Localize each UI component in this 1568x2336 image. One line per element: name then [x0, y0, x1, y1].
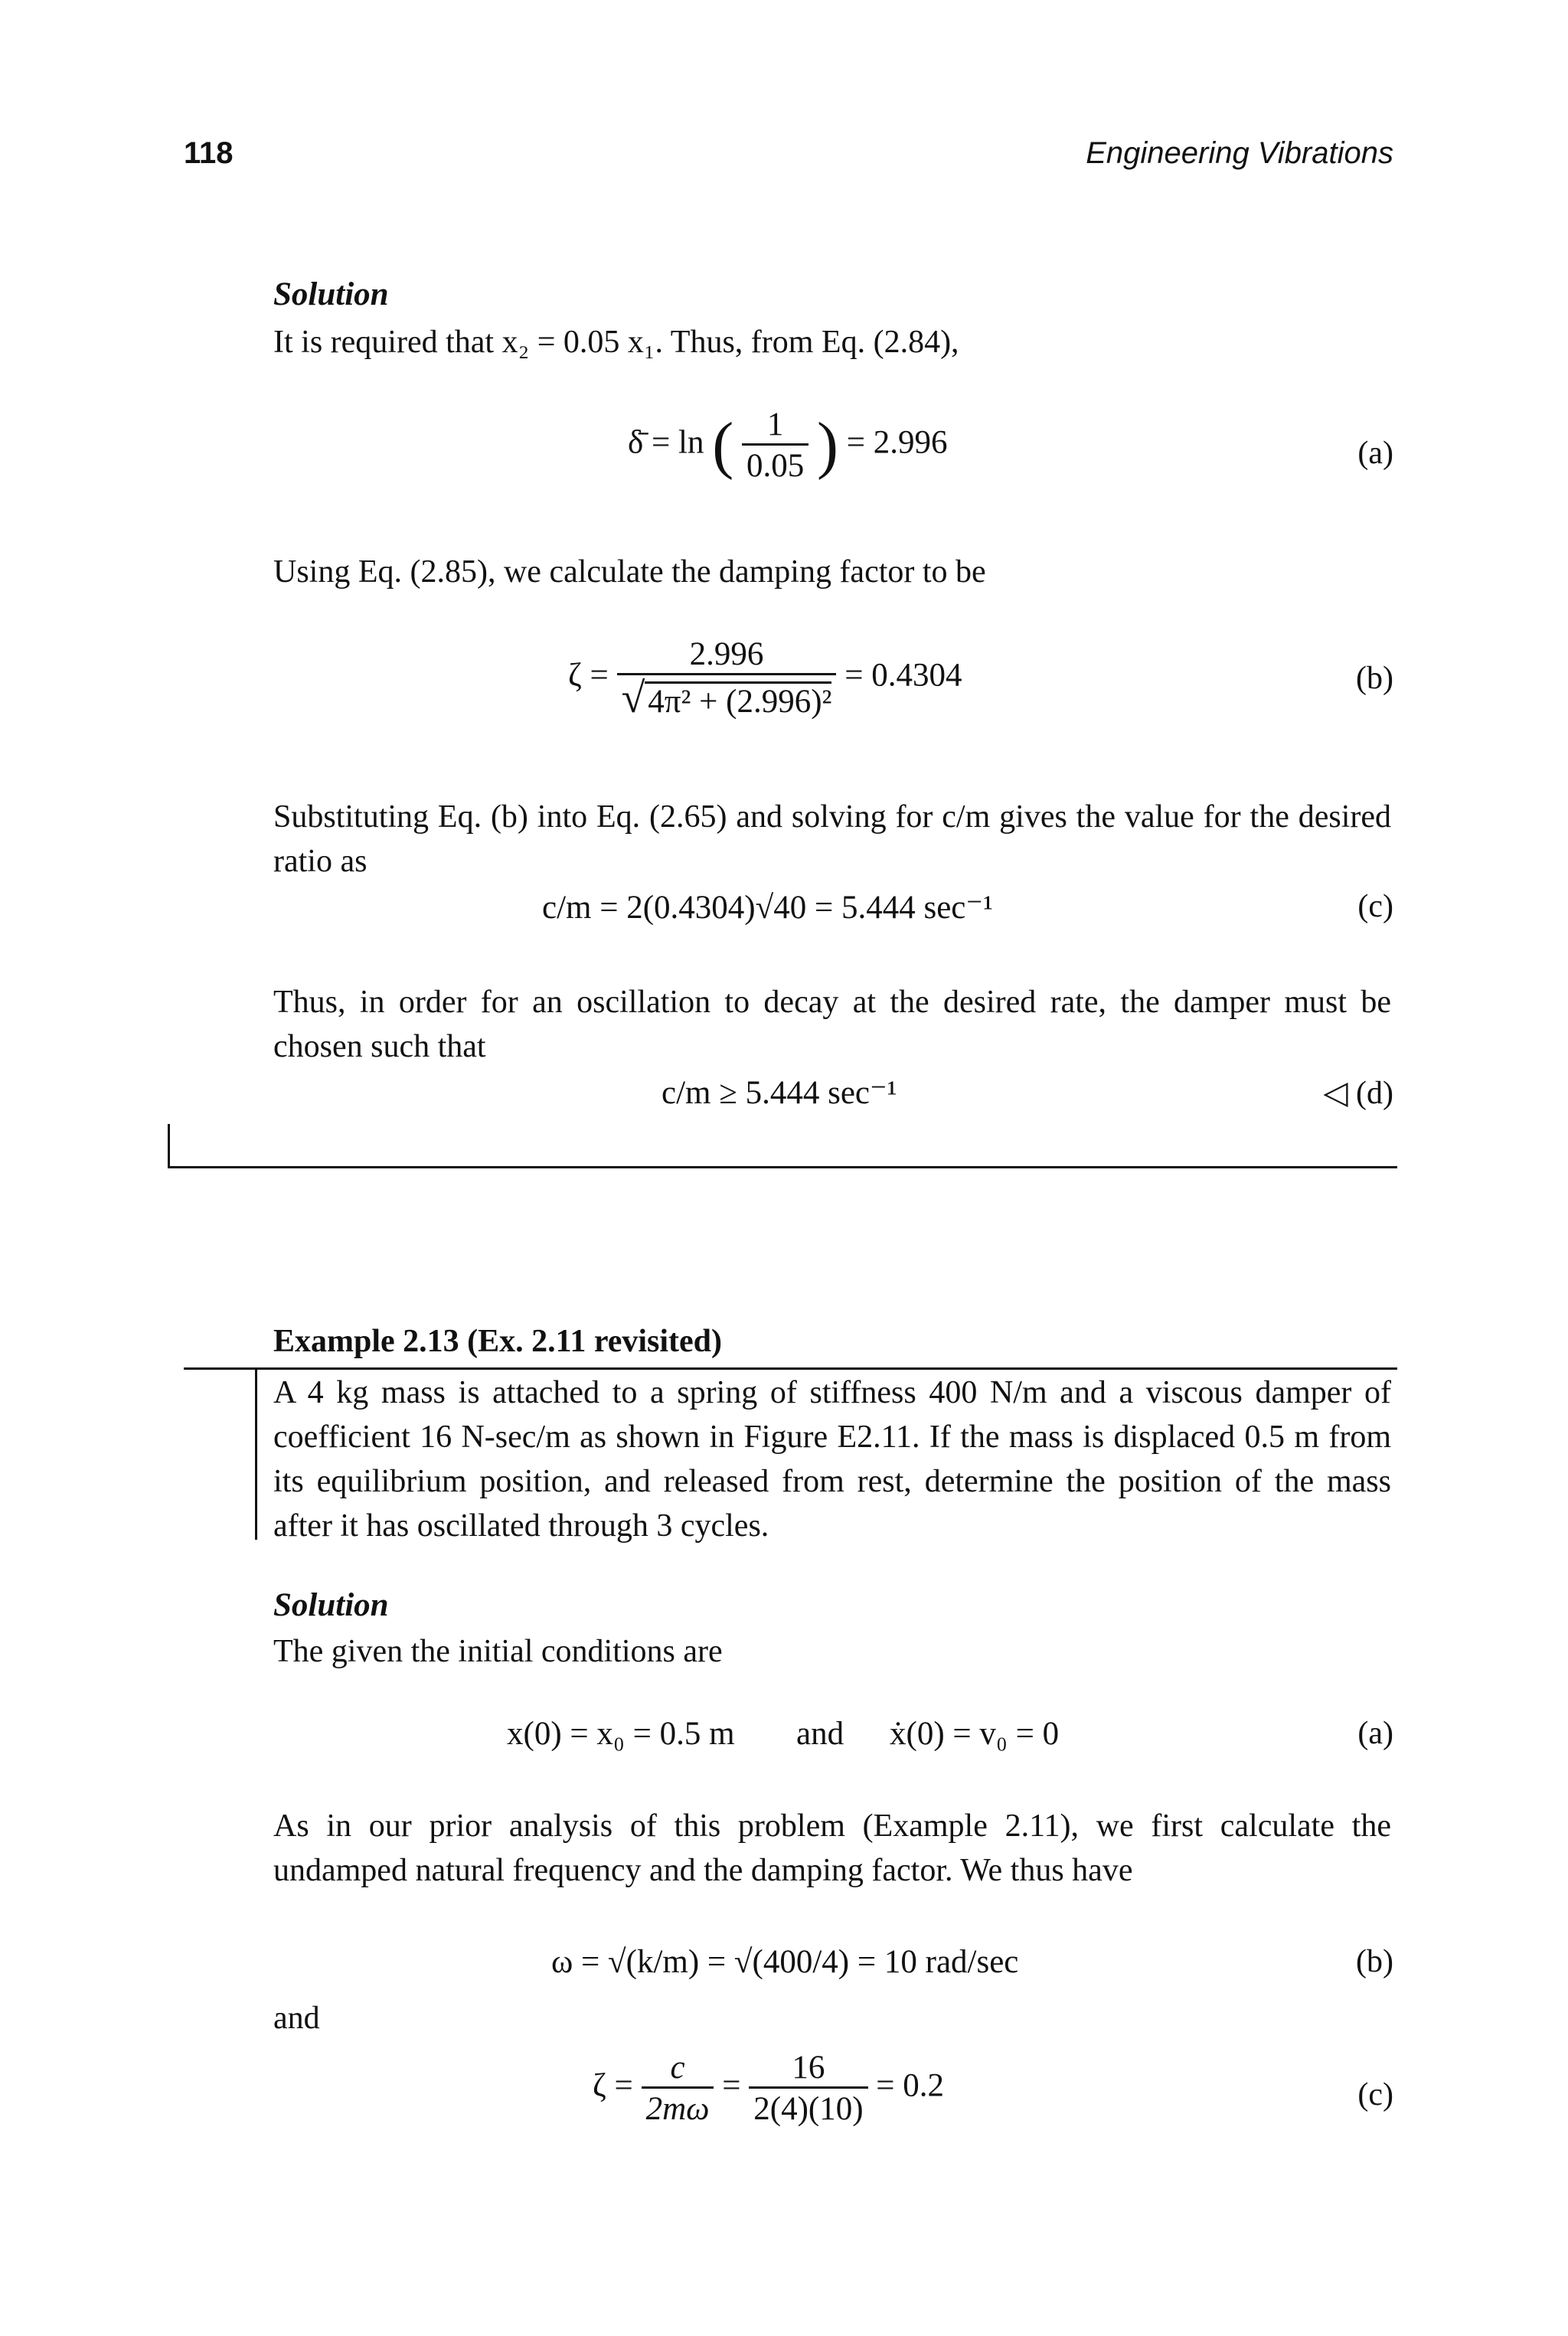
- eq-a-numerator: 1: [766, 407, 784, 443]
- eq2-c-lhs: ζ =: [593, 2067, 633, 2104]
- solution-intro: It is required that x₂ = 0.05 x₁. Thus, from Eq. (2.84),: [273, 325, 959, 360]
- text-damping-factor: Using Eq. (2.85), we calculate the damping factor to be: [273, 554, 986, 590]
- eq2-c-num1: c: [670, 2050, 685, 2086]
- equation-damping-factor-2: [593, 2049, 944, 2128]
- eq-label-d: ◁ (d): [1323, 1076, 1393, 1111]
- eq-a-rhs: = 2.996: [846, 424, 948, 461]
- eq2-c-den1: 2mω: [642, 2086, 714, 2128]
- equation-c-ratio: c/m = 2(0.4304)√40 = 5.444 sec⁻¹: [542, 890, 993, 926]
- eq-a-denominator: 0.05: [742, 443, 808, 485]
- solution-heading: Solution: [273, 276, 389, 312]
- equation-a-log-decrement: [628, 406, 947, 485]
- eq2-label-b: (b): [1356, 1944, 1393, 1979]
- solution2-intro: The given the initial conditions are: [273, 1634, 723, 1669]
- left-paren: (: [712, 410, 734, 481]
- right-paren: ): [816, 410, 838, 481]
- eq2-label-a: (a): [1357, 1716, 1393, 1751]
- eq-b-lhs: ζ =: [568, 657, 609, 694]
- equation-and: and: [796, 1716, 844, 1752]
- example-side-rule: [255, 1367, 257, 1540]
- solution-heading-2: Solution: [273, 1587, 389, 1623]
- page-number: 118: [184, 136, 234, 170]
- equation-initial-velocity: ẋ(0) = v₀ = 0: [890, 1716, 1060, 1752]
- eq-label-a: (a): [1357, 436, 1393, 471]
- text-substituting: Substituting Eq. (b) into Eq. (2.65) and solving for c/m gives the value for the desired ratio as: [273, 799, 1391, 879]
- eq-label-b: (b): [1356, 661, 1393, 696]
- eq2-c-fraction-2: [749, 2049, 867, 2128]
- example-title: Example 2.13 (Ex. 2.11 revisited): [273, 1324, 723, 1359]
- equation-d-inequality: c/m ≥ 5.444 sec⁻¹: [662, 1075, 897, 1111]
- example-end-horizontal-rule: [168, 1166, 1397, 1168]
- example-statement: A 4 kg mass is attached to a spring of stiffness 400 N/m and a viscous damper of coefficient 16 N-sec/m as shown in Figure E2.11. If the mass is displaced 0.5 m from its equilibrium position, and released from rest, determine the position of the mass after it has oscillated through 3 cycles.: [273, 1375, 1391, 1544]
- eq2-c-rhs: = 0.2: [876, 2067, 945, 2104]
- example-end-vertical-rule: [168, 1124, 170, 1168]
- running-title: Engineering Vibrations: [1086, 136, 1393, 170]
- eq-b-radicand: 4π² + (2.996)²: [645, 681, 831, 720]
- equation-natural-frequency: ω = √(k/m) = √(400/4) = 10 rad/sec: [551, 1944, 1019, 1980]
- eq-b-rhs: = 0.4304: [844, 657, 962, 694]
- eq2-label-c: (c): [1357, 2077, 1393, 2112]
- example-top-rule: [184, 1367, 1397, 1370]
- eq-b-numerator: 2.996: [689, 636, 764, 672]
- eq-a-fraction: [742, 406, 808, 485]
- text-conclusion: Thus, in order for an oscillation to decay at the desired rate, the damper must be chosen such that: [273, 985, 1391, 1064]
- sqrt-icon: √: [621, 675, 645, 722]
- eq-label-c: (c): [1357, 889, 1393, 924]
- text-prior-analysis: As in our prior analysis of this problem (Example 2.11), we first calculate the undamped natural frequency and the damping factor. We thus have: [273, 1808, 1391, 1888]
- eq-a-lhs: δ̄ = ln: [628, 424, 704, 461]
- eq-b-denominator: [617, 673, 837, 720]
- equation-b-damping-factor: [568, 635, 962, 720]
- equation-initial-displacement: x(0) = x₀ = 0.5 m: [507, 1716, 735, 1752]
- eq-b-fraction: [617, 635, 837, 720]
- eq2-c-num2: 16: [792, 2050, 825, 2086]
- eq2-c-equals: =: [722, 2067, 741, 2104]
- text-and: and: [273, 2001, 320, 2036]
- eq2-c-fraction-1: [642, 2049, 714, 2128]
- eq2-c-den2: 2(4)(10): [749, 2086, 867, 2128]
